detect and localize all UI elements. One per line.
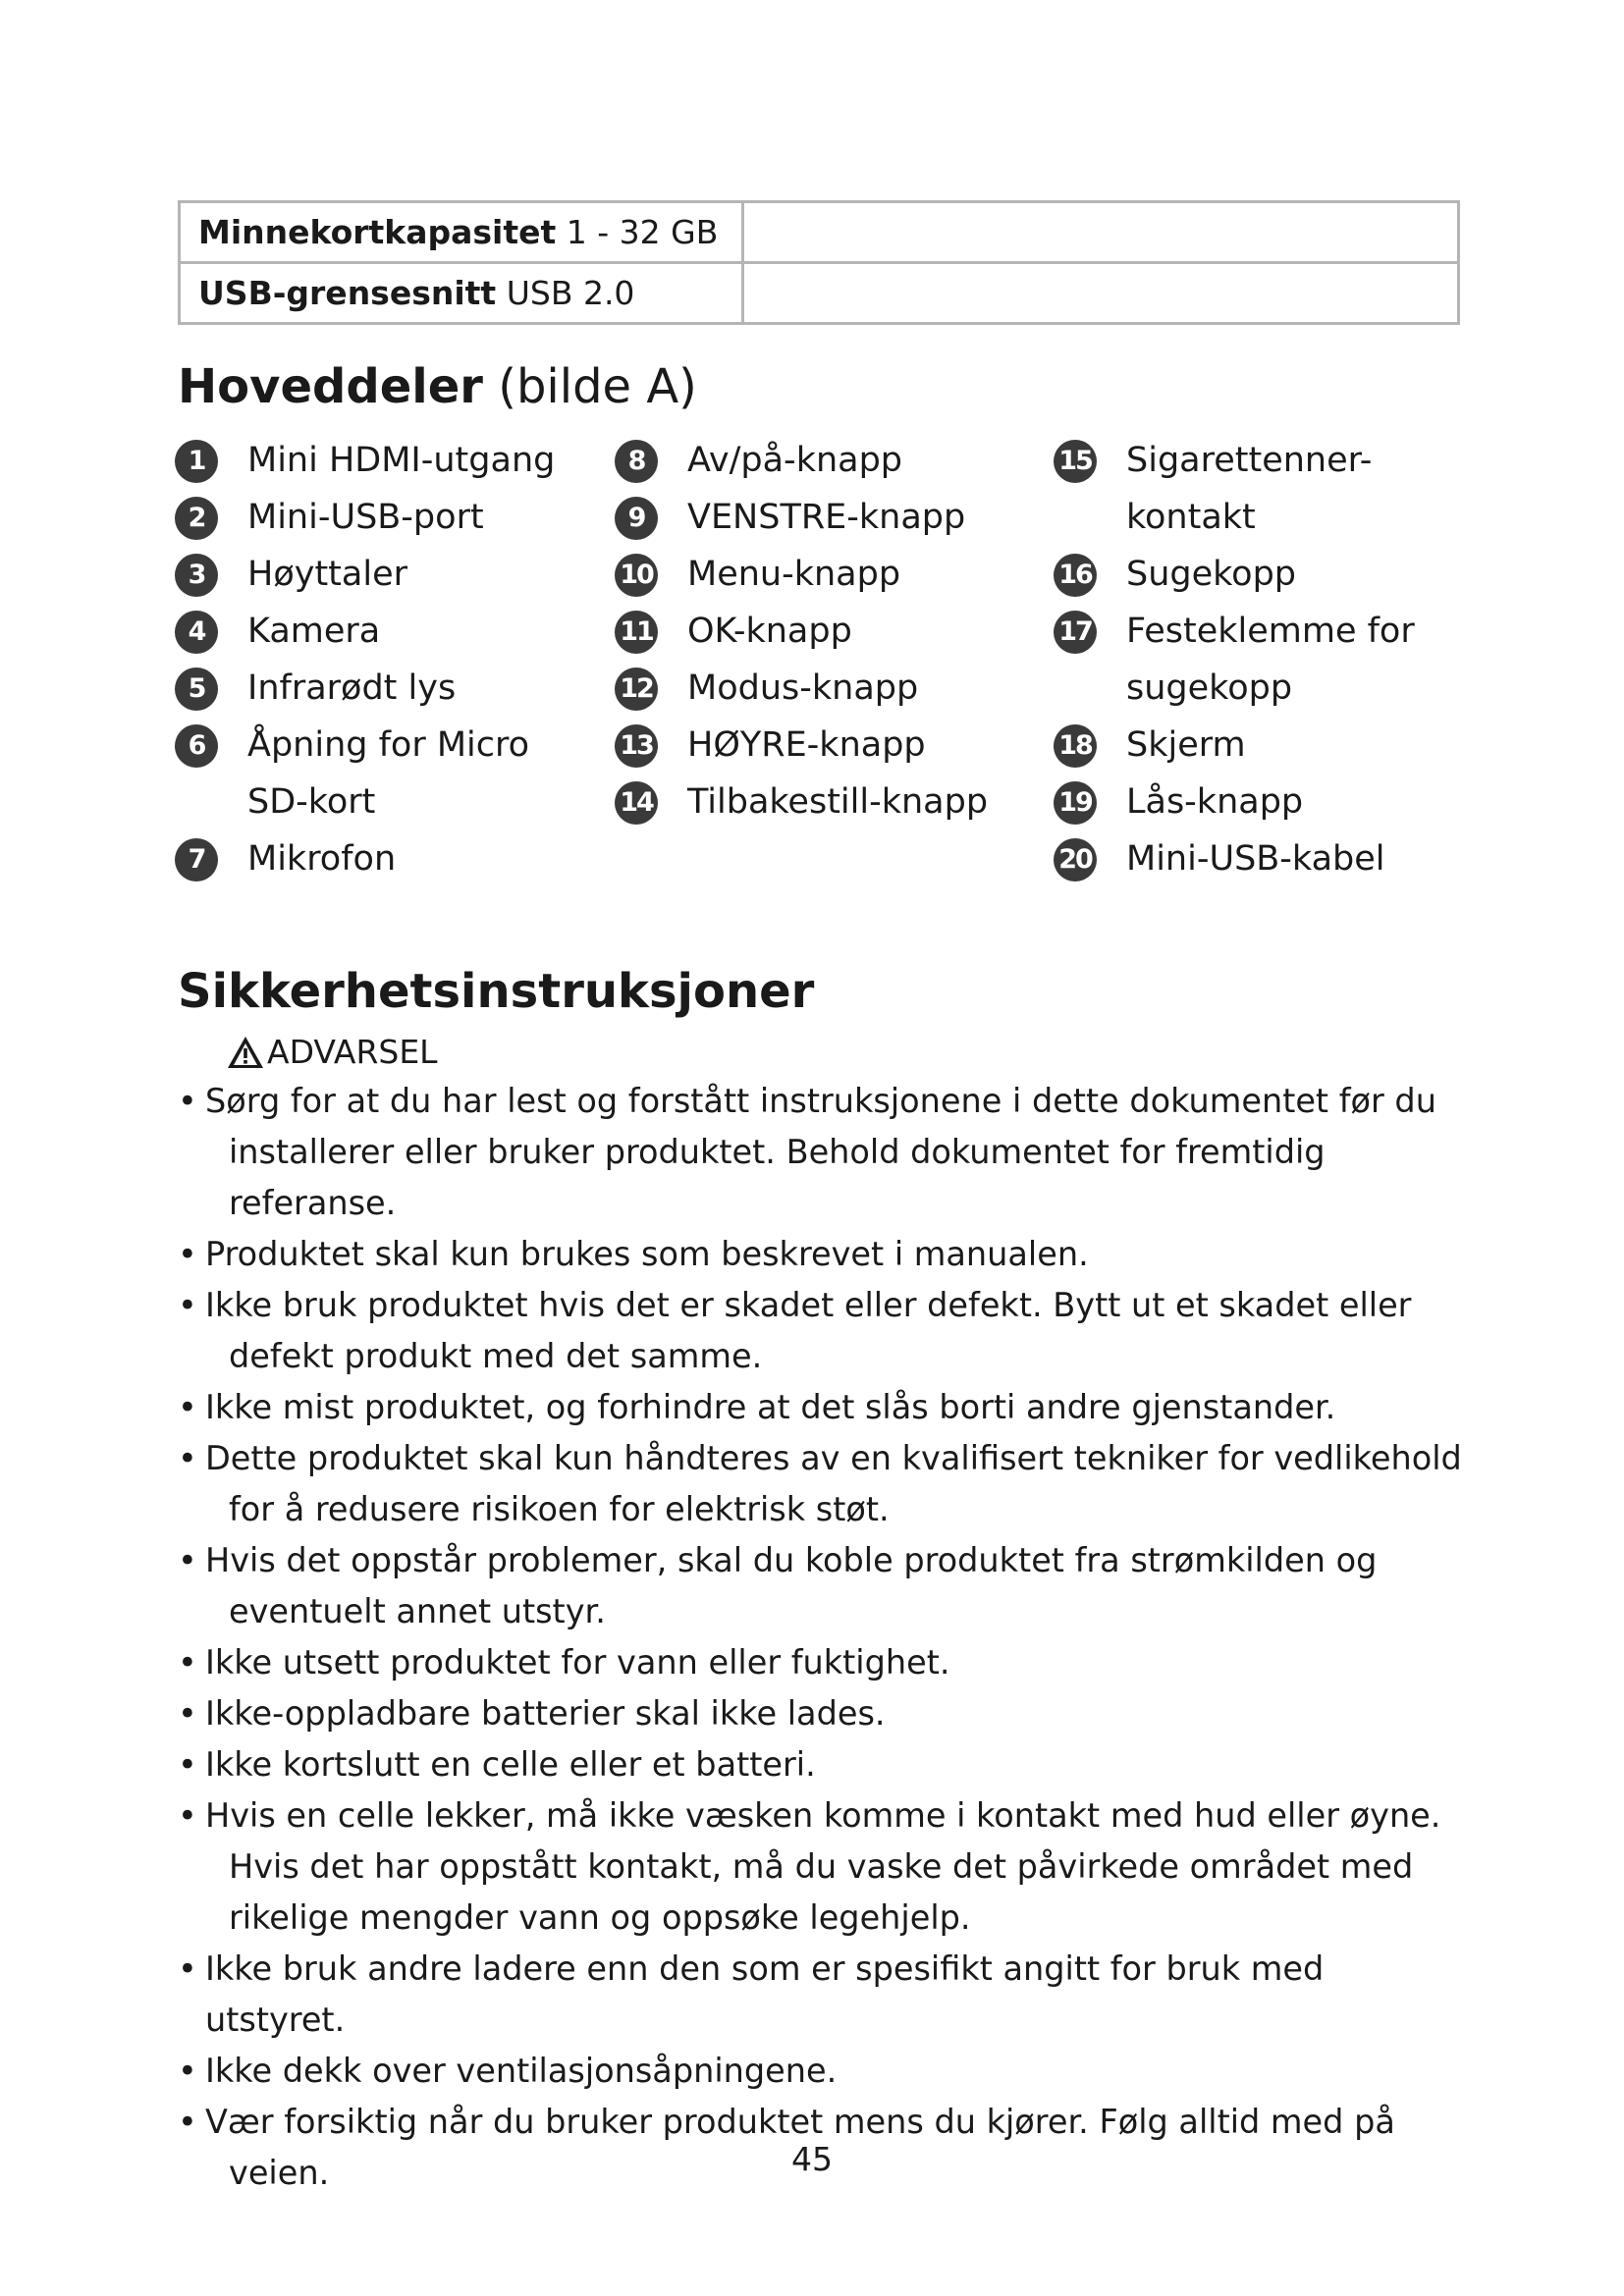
safety-item-line: veien. xyxy=(229,2154,330,2192)
part-label: VENSTRE-knapp xyxy=(687,498,966,537)
part-label: Sugekopp xyxy=(1126,555,1297,594)
part-item xyxy=(615,489,1047,546)
page-number: 45 xyxy=(791,2140,833,2178)
part-label: SD-kort xyxy=(247,782,376,822)
safety-item-line: • Hvis det oppstår problemer, skal du koble produktet fra strømkilden og xyxy=(205,1541,1378,1579)
part-label: Menu-knapp xyxy=(687,555,901,594)
safety-item-line: • Produktet skal kun brukes som beskrevet i manualen. xyxy=(205,1235,1089,1273)
safety-item xyxy=(178,1739,1474,1790)
safety-item-line: Hvis det har oppstått kontakt, må du vaske det påvirkede området med xyxy=(229,1847,1414,1886)
part-label: Tilbakestill-knapp xyxy=(687,782,989,822)
part-item xyxy=(615,774,1047,830)
part-number-badge: 18 xyxy=(1054,724,1097,768)
spec-value: USB 2.0 xyxy=(506,274,635,312)
safety-item-line: defekt produkt med det samme. xyxy=(229,1337,763,1375)
part-item xyxy=(1054,432,1466,546)
spec-value: 1 - 32 GB xyxy=(566,213,719,251)
safety-item-line: • Ikke bruk produktet hvis det er skadet eller defekt. Bytt ut et skadet eller xyxy=(205,1286,1412,1324)
part-item xyxy=(615,546,1047,603)
parts-heading-bold: Hoveddeler xyxy=(178,359,483,414)
part-number-badge: 4 xyxy=(175,611,218,654)
part-item xyxy=(175,660,607,717)
part-item xyxy=(1054,717,1466,774)
safety-item-line: • Ikke utsett produktet for vann eller fuktighet. xyxy=(205,1643,950,1682)
warning-text: ADVARSEL xyxy=(267,1033,438,1071)
part-label: Sigarettenner- xyxy=(1126,441,1373,480)
part-number-badge: 2 xyxy=(175,497,218,540)
part-label: Mini-USB-port xyxy=(247,498,484,537)
spec-table xyxy=(178,200,1460,325)
parts-heading-rest: (bilde A) xyxy=(498,359,697,414)
part-number-badge: 12 xyxy=(615,667,658,711)
safety-item xyxy=(178,1535,1474,1637)
parts-column-3 xyxy=(1054,432,1466,887)
part-label: Infrarødt lys xyxy=(247,668,457,708)
part-item xyxy=(1054,830,1466,887)
safety-item xyxy=(178,1280,1474,1382)
part-number-badge: 3 xyxy=(175,554,218,597)
safety-item-line: installerer eller bruker produktet. Behold dokumentet for fremtidig referanse. xyxy=(229,1133,1326,1222)
parts-heading xyxy=(178,359,697,416)
safety-item xyxy=(178,1076,1474,1229)
part-number-badge: 20 xyxy=(1054,838,1097,881)
part-number-badge: 7 xyxy=(175,838,218,881)
safety-item-line: • Ikke dekk over ventilasjonsåpningene. xyxy=(205,2052,838,2090)
spec-row xyxy=(180,263,1459,324)
part-item xyxy=(1054,546,1466,603)
part-label: OK-knapp xyxy=(687,612,852,651)
parts-column-2 xyxy=(615,432,1047,830)
safety-item-line: rikelige mengder vann og oppsøke legehjelp. xyxy=(229,1898,971,1937)
spec-label: Minnekortkapasitet xyxy=(198,213,557,251)
safety-item xyxy=(178,1433,1474,1535)
safety-item-line: • Dette produktet skal kun håndteres av en kvalifisert tekniker for vedlikehold xyxy=(205,1439,1462,1477)
parts-column-1 xyxy=(175,432,607,887)
part-label: Skjerm xyxy=(1126,725,1246,765)
safety-item-line: • Sørg for at du har lest og forstått instruksjonene i dette dokumentet før du xyxy=(205,1082,1436,1120)
part-label: Mini-USB-kabel xyxy=(1126,839,1385,879)
part-item xyxy=(615,603,1047,660)
part-item xyxy=(615,717,1047,774)
safety-item-line: • Ikke kortslutt en celle eller et batteri. xyxy=(205,1745,816,1784)
part-label: Av/på-knapp xyxy=(687,441,903,480)
safety-item-line: • Ikke bruk andre ladere enn den som er spesifikt angitt for bruk med utstyret. xyxy=(205,1949,1325,2039)
part-number-badge: 11 xyxy=(615,611,658,654)
spec-empty-cell xyxy=(743,202,1459,263)
safety-item xyxy=(178,1790,1474,1944)
spec-row xyxy=(180,202,1459,263)
part-label: Lås-knapp xyxy=(1126,782,1304,822)
part-label: kontakt xyxy=(1126,498,1256,537)
part-number-badge: 8 xyxy=(615,440,658,483)
part-label: Kamera xyxy=(247,612,381,651)
part-number-badge: 1 xyxy=(175,440,218,483)
safety-item-line: • Ikke-oppladbare batterier skal ikke lades. xyxy=(205,1694,886,1733)
spec-label: USB-grensesnitt xyxy=(198,274,497,312)
safety-item xyxy=(178,1688,1474,1739)
part-label: sugekopp xyxy=(1126,668,1293,708)
warning-label xyxy=(226,1033,438,1072)
part-label: HØYRE-knapp xyxy=(687,725,926,765)
part-label: Mikrofon xyxy=(247,839,397,879)
part-number-badge: 16 xyxy=(1054,554,1097,597)
safety-list xyxy=(178,1076,1474,2199)
spec-cell xyxy=(180,202,743,263)
part-number-badge: 9 xyxy=(615,497,658,540)
part-item xyxy=(175,717,607,830)
part-item xyxy=(175,432,607,489)
safety-item xyxy=(178,1637,1474,1688)
part-label: Mini HDMI-utgang xyxy=(247,441,556,480)
safety-item-line: • Vær forsiktig når du bruker produktet mens du kjører. Følg alltid med på xyxy=(205,2103,1395,2141)
part-item xyxy=(1054,774,1466,830)
part-label: Festeklemme for xyxy=(1126,612,1415,651)
safety-item xyxy=(178,1944,1474,2046)
part-label: Høyttaler xyxy=(247,555,407,594)
part-item xyxy=(175,489,607,546)
part-item xyxy=(615,432,1047,489)
part-item xyxy=(615,660,1047,717)
part-item xyxy=(175,603,607,660)
safety-item xyxy=(178,2046,1474,2097)
part-label: Åpning for Micro xyxy=(247,725,530,765)
part-label: Modus-knapp xyxy=(687,668,919,708)
part-item xyxy=(1054,603,1466,717)
safety-item-line: for å redusere risikoen for elektrisk støt. xyxy=(229,1490,890,1528)
safety-heading: Sikkerhetsinstruksjoner xyxy=(178,964,815,1019)
part-number-badge: 10 xyxy=(615,554,658,597)
spec-empty-cell xyxy=(743,263,1459,324)
part-item xyxy=(175,546,607,603)
part-item xyxy=(175,830,607,887)
safety-item xyxy=(178,1382,1474,1433)
part-number-badge: 19 xyxy=(1054,781,1097,825)
safety-item-line: • Hvis en celle lekker, må ikke væsken komme i kontakt med hud eller øyne. xyxy=(205,1796,1441,1835)
part-number-badge: 14 xyxy=(615,781,658,825)
safety-item-line: • Ikke mist produktet, og forhindre at det slås borti andre gjenstander. xyxy=(205,1388,1336,1426)
spec-cell xyxy=(180,263,743,324)
part-number-badge: 17 xyxy=(1054,611,1097,654)
safety-item-line: eventuelt annet utstyr. xyxy=(229,1592,606,1630)
warning-triangle-icon xyxy=(226,1035,265,1070)
part-number-badge: 6 xyxy=(175,724,218,768)
safety-item xyxy=(178,1229,1474,1280)
part-number-badge: 5 xyxy=(175,667,218,711)
part-number-badge: 15 xyxy=(1054,440,1097,483)
part-number-badge: 13 xyxy=(615,724,658,768)
